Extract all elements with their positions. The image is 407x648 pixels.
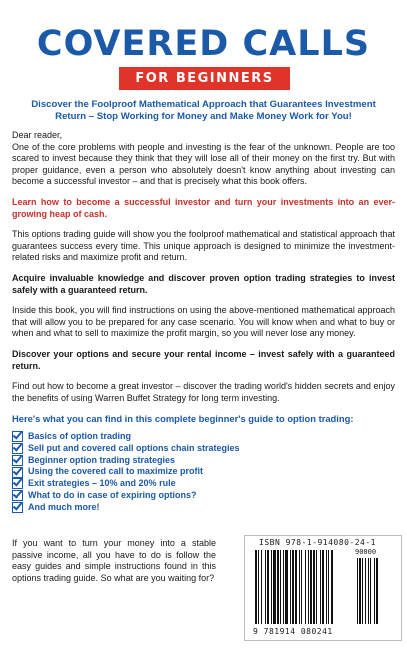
paragraph-1: One of the core problems with people and investing is the fear of the unknown. People are too scared to invest because they think that they will lose all of their money on the first try. But with proper guidance, even a person who absolutely doesn't know anything about investing can become a successful investor – and that is precisely what this book offers. (12, 141, 395, 187)
list-item-label: Basics of option trading (28, 430, 132, 441)
checkbox-icon (12, 502, 23, 513)
isbn-text: ISBN 978-1-914080-24-1 (259, 538, 376, 547)
list-item (12, 454, 395, 466)
list-item (12, 502, 395, 514)
feature-list (12, 431, 395, 514)
list-item (12, 478, 395, 490)
subtitle: Discover the Foolproof Mathematical Approach that Guarantees Investment Return – Stop Working for Money and Make Money Work for You! (31, 99, 376, 122)
paragraph-4: Find out how to become a great investor – discover the trading world's hidden secrets and enjoy the benefits of using Warren Buffet Strategy for long term investing. (12, 381, 395, 403)
list-heading: Here's what you can find in this complete beginner's guide to option trading: (12, 413, 354, 425)
list-item (12, 443, 395, 455)
book-title: COVERED CALLS (36, 24, 371, 64)
price-code: 90000 (355, 548, 377, 556)
list-item (12, 490, 395, 502)
list-item-label: Using the covered call to maximize profit (28, 466, 204, 477)
title-banner: FOR BEGINNERS (119, 67, 290, 90)
blurb-body (12, 130, 395, 513)
closing-paragraph: If you want to turn your money into a stable passive income, all you have to do is follow the easy guides and simple instructions found in this options trading guide. So what are you waiting for? (12, 538, 216, 583)
list-item (12, 431, 395, 443)
paragraph-2: This options trading guide will show you the foolproof mathematical and statistical approach that guarantees success every time. This unique approach is designed to minimize the investment-related risks and maximize profit and return. (12, 229, 395, 263)
highlight-1: Learn how to become a successful investor and turn your investments into an ever-growing heap of cash. (12, 196, 395, 219)
list-item-label: Beginner option trading strategies (28, 454, 176, 465)
barcode-digits: 9 781914 080241 (253, 627, 333, 636)
list-item-label: And much more! (28, 501, 100, 512)
list-item (12, 466, 395, 478)
list-item-label: What to do in case of expiring options? (28, 489, 197, 500)
list-item-label: Exit strategies – 10% and 20% rule (28, 478, 176, 489)
highlight-3: Discover your options and secure your rental income – invest safely with a guaranteed return. (12, 348, 395, 371)
paragraph-3: Inside this book, you will find instructions on using the above-mentioned mathematical approach that will allow you to be prepared for any case scenario. You will know when and what to buy or when and what to sell to maximize the profit margin, so you will never lose any money. (12, 305, 395, 339)
isbn-barcode (244, 535, 402, 641)
checkbox-icon (12, 443, 23, 454)
barcode-icon (255, 550, 393, 626)
greeting: Dear reader, (12, 130, 63, 140)
checkbox-icon (12, 455, 23, 466)
highlight-2: Acquire invaluable knowledge and discover proven option trading strategies to invest safely with a guaranteed return. (12, 272, 395, 295)
list-item-label: Sell put and covered call options chain strategies (28, 442, 240, 453)
